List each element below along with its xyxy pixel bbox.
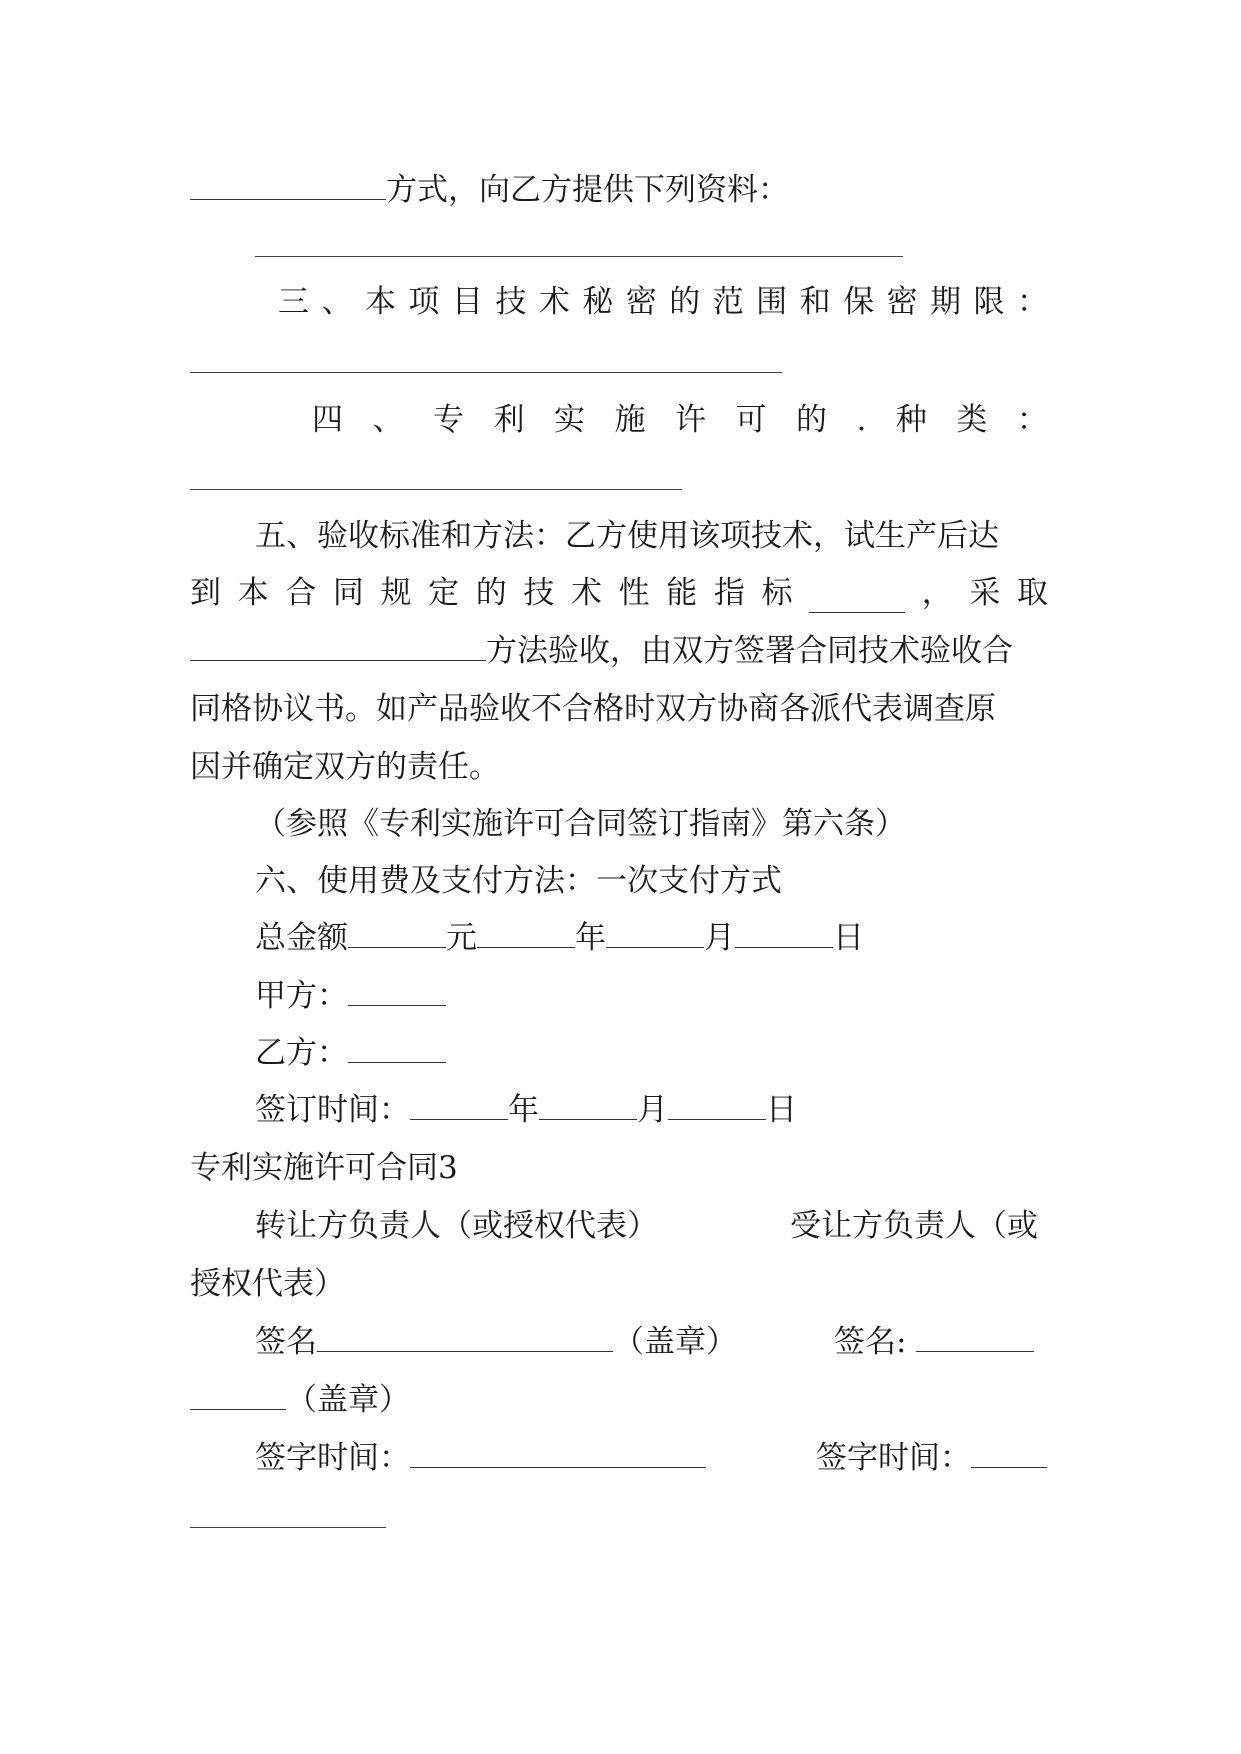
blank-field — [317, 1323, 613, 1352]
section-three-char: 术 — [538, 284, 570, 320]
section-five-line5: 因并确定双方的责任。 — [190, 749, 500, 785]
section-five-line3-text: 方法验收，由双方签署合同技术验收合 — [486, 633, 1013, 669]
section-four-heading — [312, 400, 1048, 440]
section-five-line3 — [190, 631, 1013, 671]
section-five-char: 到 — [190, 575, 221, 611]
section-four-char: 利 — [493, 402, 525, 438]
signature-line-right: 签名: — [834, 1322, 1034, 1362]
section-four-char: 种 — [895, 402, 927, 438]
blank-field — [348, 919, 446, 948]
section-three-char: 和 — [799, 284, 831, 320]
section-five-char: 标 — [761, 575, 793, 611]
blank-field — [668, 1091, 766, 1120]
section-five-line4: 同格协议书。如产品验收不合格时双方协商各派代表调查原 — [190, 691, 996, 727]
reference-note: （参照《专利实施许可合同签订指南》第六条） — [255, 806, 906, 842]
party-a-line: 甲方： — [255, 976, 446, 1016]
blank-field — [809, 584, 905, 613]
section-three-char: 秘 — [582, 284, 614, 320]
section-three-char: 目 — [451, 284, 483, 320]
blank-rule — [190, 372, 782, 373]
materials-text: 方式，向乙方提供下列资料： — [386, 172, 789, 208]
section-three-char: 范 — [712, 284, 744, 320]
section-five-char: 能 — [666, 575, 698, 611]
contract-title: 专利实施许可合同3 — [190, 1150, 458, 1186]
section-three-char: 三 — [278, 284, 309, 320]
seal-line: （盖章） — [190, 1380, 410, 1420]
section-five-char: 规 — [380, 575, 412, 611]
section-five-char: ， — [921, 575, 953, 611]
blank-field — [410, 1439, 706, 1468]
section-five-line2 — [190, 573, 1048, 613]
section-three-char: 项 — [408, 284, 440, 320]
section-five-char: 合 — [285, 575, 317, 611]
blank-field — [916, 1323, 1034, 1352]
section-five-char: 定 — [428, 575, 460, 611]
section-four-char: ： — [1016, 402, 1048, 438]
blank-rule — [190, 1527, 386, 1528]
blank-field — [735, 919, 833, 948]
section-five-char: 采 — [969, 575, 1001, 611]
section-five-char: 指 — [713, 575, 745, 611]
blank-rule — [190, 489, 682, 490]
section-four-char: 许 — [675, 402, 706, 438]
blank-field — [971, 1439, 1047, 1468]
authorized-rep-label: 授权代表） — [190, 1266, 345, 1302]
section-three-char: 本 — [364, 284, 396, 320]
section-three-char: 、 — [321, 284, 353, 320]
signing-date-line: 签订时间： 年 月 日 — [255, 1092, 797, 1128]
section-three-char: ： — [1016, 284, 1048, 320]
blank-rule — [255, 256, 903, 257]
blank-field — [190, 632, 486, 661]
section-four-char: 可 — [735, 402, 767, 438]
section-three-char: 期 — [930, 284, 962, 320]
section-three-char: 技 — [495, 284, 527, 320]
section-four-char: 专 — [433, 402, 464, 438]
section-four-char: 四 — [312, 402, 343, 438]
section-five-char: 的 — [475, 575, 507, 611]
blank-field — [539, 1091, 637, 1120]
section-four-char: 的 — [796, 402, 827, 438]
blank-field — [477, 919, 575, 948]
section-three-char: 围 — [756, 284, 788, 320]
line-materials — [190, 170, 789, 210]
section-three-char: 密 — [886, 284, 918, 320]
section-three-char: 密 — [625, 284, 657, 320]
section-four-char: 实 — [554, 402, 585, 438]
total-amount-line: 总金额 元 年 月 日 — [255, 920, 864, 956]
section-three-char: 限 — [973, 284, 1005, 320]
blank-field — [190, 171, 386, 200]
section-six-heading: 六、使用费及支付方法：一次支付方式 — [255, 863, 782, 899]
signing-time-right: 签字时间： — [816, 1438, 1047, 1478]
blank-field — [348, 1034, 446, 1063]
transferee-rep-label: 受让方负责人（或 — [790, 1208, 1038, 1244]
blank-field — [410, 1091, 508, 1120]
section-four-char: 、 — [372, 402, 404, 438]
section-three-char: 保 — [843, 284, 875, 320]
blank-field — [606, 919, 704, 948]
party-b-line: 乙方： — [255, 1033, 446, 1073]
section-five-char: 术 — [571, 575, 602, 611]
signing-time-left: 签字时间： — [255, 1438, 706, 1478]
section-five-char: 性 — [618, 575, 650, 611]
section-five-char: 同 — [332, 575, 364, 611]
section-five-char: 技 — [523, 575, 555, 611]
section-five-char: 取 — [1017, 575, 1048, 611]
section-four-char: 类 — [956, 402, 988, 438]
signature-line-left: 签名 （盖章） — [255, 1324, 737, 1360]
section-three-heading — [278, 282, 1048, 322]
section-four-char: 施 — [614, 402, 646, 438]
section-four-char: . — [856, 402, 867, 438]
section-five-text: 五、验收标准和方法：乙方使用该项技术，试生产后达 — [255, 518, 999, 554]
blank-field — [348, 977, 446, 1006]
section-five-char: 本 — [237, 575, 269, 611]
section-three-char: 的 — [669, 284, 701, 320]
blank-field — [190, 1381, 286, 1410]
transferor-rep-label: 转让方负责人（或授权代表） — [255, 1208, 658, 1244]
